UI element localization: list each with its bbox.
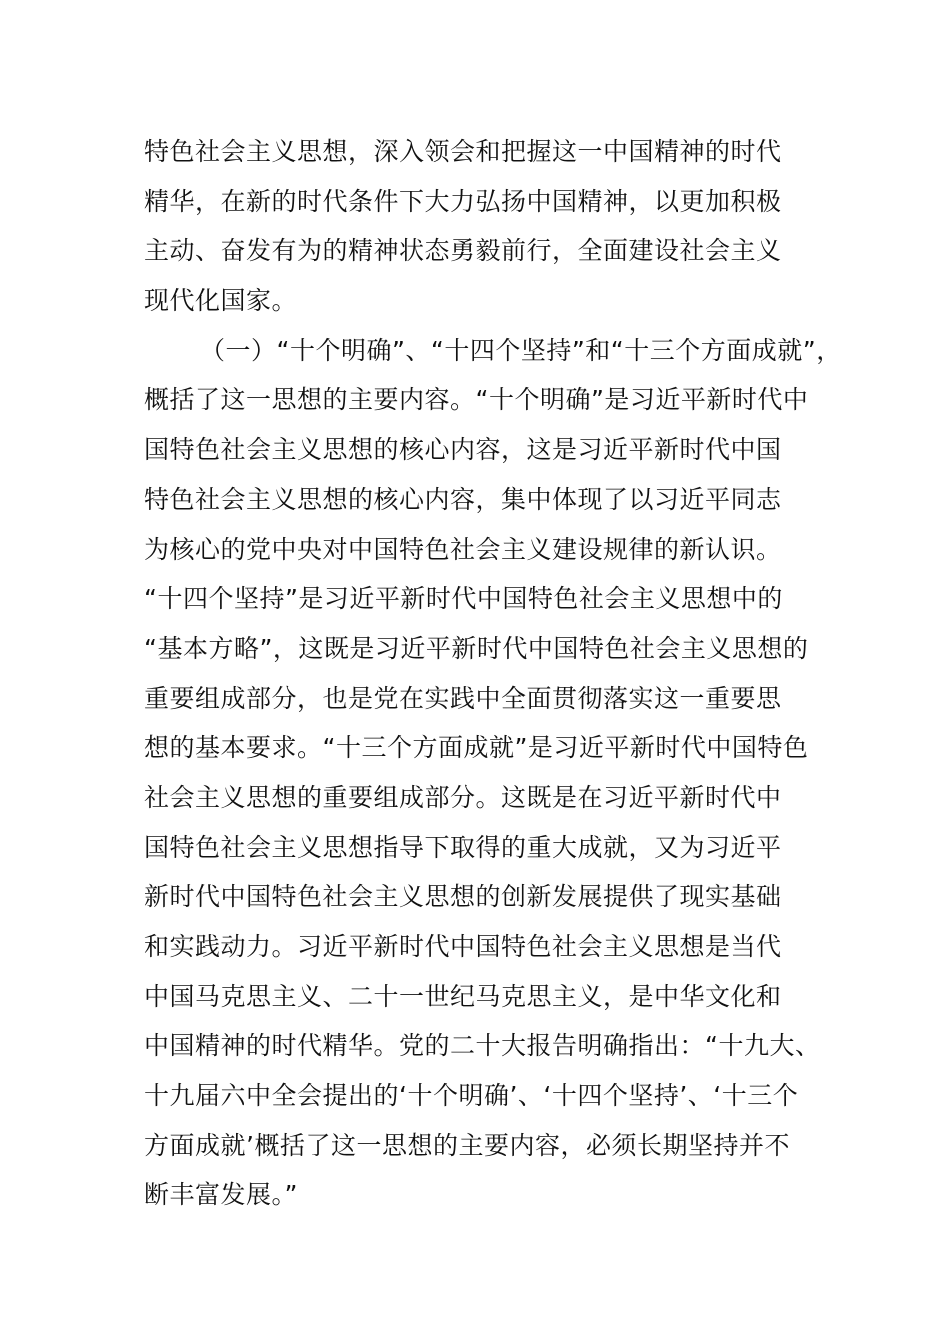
text-line: 特色社会主义思想，深入领会和把握这一中国精神的时代: [144, 137, 782, 166]
text-line: 重要组成部分，也是党在实践中全面贯彻落实这一重要思: [144, 683, 782, 713]
text-line: 中国精神的时代精华。党的二十大报告明确指出：“十九大、: [144, 1031, 821, 1061]
text-line: 社会主义思想的重要组成部分。这既是在习近平新时代中: [144, 782, 782, 812]
text-line: 现代化国家。: [144, 286, 298, 316]
text-line: 中国马克思主义、二十一世纪马克思主义，是中华文化和: [144, 981, 782, 1011]
text-line: 特色社会主义思想的核心内容，集中体现了以习近平同志: [144, 484, 782, 514]
text-line: 想的基本要求。“十三个方面成就”是习近平新时代中国特色: [144, 733, 809, 763]
text-line: 精华，在新的时代条件下大力弘扬中国精神，以更加积极: [144, 186, 782, 216]
text-line: 概括了这一思想的主要内容。“十个明确”是习近平新时代中: [144, 385, 809, 415]
text-line: 和实践动力。习近平新时代中国特色社会主义思想是当代: [144, 932, 782, 961]
text-line: 主动、奋发有为的精神状态勇毅前行，全面建设社会主义: [144, 236, 782, 266]
text-line: 国特色社会主义思想指导下取得的重大成就，又为习近平: [144, 832, 782, 862]
paragraph-1: [144, 127, 808, 326]
section-heading-line: （一）“十个明确”、“十四个坚持”和“十三个方面成就”，: [200, 335, 842, 365]
text-line: 断丰富发展。”: [144, 1180, 298, 1210]
text-line: “基本方略”，这既是习近平新时代中国特色社会主义思想的: [144, 633, 809, 663]
paragraph-2: [144, 326, 842, 1220]
text-line: 十九届六中全会提出的‘十个明确’、‘十四个坚持’、‘十三个: [144, 1081, 799, 1111]
body-text: [144, 127, 842, 1220]
text-line: “十四个坚持”是习近平新时代中国特色社会主义思想中的: [144, 584, 783, 614]
text-line: 为核心的党中央对中国特色社会主义建设规律的新认识。: [144, 534, 782, 564]
text-line: 国特色社会主义思想的核心内容，这是习近平新时代中国: [144, 435, 782, 465]
text-line: 新时代中国特色社会主义思想的创新发展提供了现实基础: [144, 882, 782, 912]
text-line: 方面成就’概括了这一思想的主要内容，必须长期坚持并不: [144, 1130, 790, 1160]
